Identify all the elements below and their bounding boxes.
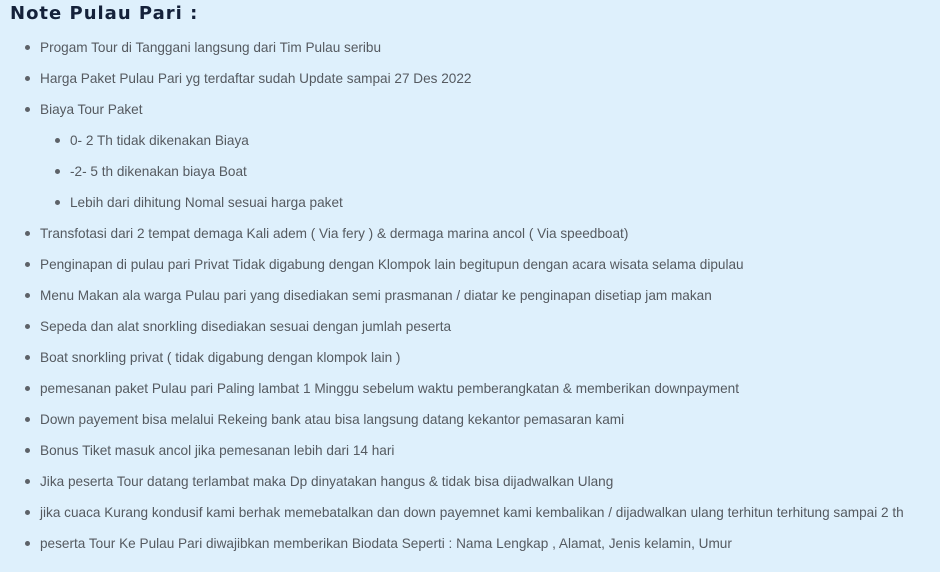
list-item <box>10 249 940 280</box>
list-item <box>10 280 940 311</box>
list-item-text: Transfotasi dari 2 tempat demaga Kali adem ( Via fery ) & dermaga marina ancol ( Via speedboat) <box>40 226 629 241</box>
bullet-icon <box>55 169 60 174</box>
bullet-icon <box>25 107 30 112</box>
bullet-icon <box>55 200 60 205</box>
list-item <box>10 311 940 342</box>
list-item <box>10 435 940 466</box>
note-list <box>10 32 940 559</box>
bullet-icon <box>55 138 60 143</box>
list-item-text: Penginapan di pulau pari Privat Tidak digabung dengan Klompok lain begitupun dengan acara wisata selama dipulau <box>40 257 744 272</box>
bullet-icon <box>25 293 30 298</box>
note-title: Note Pulau Pari : <box>10 3 199 24</box>
list-item-text: Jika peserta Tour datang terlambat maka Dp dinyatakan hangus & tidak bisa dijadwalkan Ulang <box>40 474 614 489</box>
list-item-text: pemesanan paket Pulau pari Paling lambat 1 Minggu sebelum waktu pemberangkatan & memberikan downpayment <box>40 381 739 396</box>
sub-list-item <box>10 125 940 156</box>
list-item <box>10 94 940 125</box>
list-item <box>10 528 940 559</box>
bullet-icon <box>25 448 30 453</box>
list-item <box>10 373 940 404</box>
bullet-icon <box>25 262 30 267</box>
list-item-text: peserta Tour Ke Pulau Pari diwajibkan memberikan Biodata Seperti : Nama Lengkap , Alamat, Jenis kelamin, Umur <box>40 536 732 551</box>
bullet-icon <box>25 324 30 329</box>
list-item-text: Progam Tour di Tanggani langsung dari Tim Pulau seribu <box>40 40 382 55</box>
list-item-text: Sepeda dan alat snorkling disediakan sesuai dengan jumlah peserta <box>40 319 452 334</box>
list-item-text: jika cuaca Kurang kondusif kami berhak memebatalkan dan down payemnet kami kembalikan / dijadwalkan ulang terhitun terhitung sampai 2 th <box>40 505 904 520</box>
list-item <box>10 32 940 63</box>
list-item-text: Lebih dari dihitung Nomal sesuai harga paket <box>70 195 343 210</box>
sub-list-item <box>10 156 940 187</box>
list-item <box>10 342 940 373</box>
bullet-icon <box>25 355 30 360</box>
list-item-text: Biaya Tour Paket <box>40 102 143 117</box>
bullet-icon <box>25 76 30 81</box>
list-item <box>10 466 940 497</box>
bullet-icon <box>25 541 30 546</box>
list-item-text: 0- 2 Th tidak dikenakan Biaya <box>70 133 249 148</box>
list-item-text: Boat snorkling privat ( tidak digabung dengan klompok lain ) <box>40 350 401 365</box>
list-item-text: Bonus Tiket masuk ancol jika pemesanan lebih dari 14 hari <box>40 443 395 458</box>
list-item <box>10 63 940 94</box>
bullet-icon <box>25 479 30 484</box>
bullet-icon <box>25 510 30 515</box>
bullet-icon <box>25 417 30 422</box>
list-item-text: Harga Paket Pulau Pari yg terdaftar sudah Update sampai 27 Des 2022 <box>40 71 472 86</box>
bullet-icon <box>25 386 30 391</box>
list-item-text: Down payement bisa melalui Rekeing bank atau bisa langsung datang kekantor pemasaran kami <box>40 412 625 427</box>
sub-list-item <box>10 187 940 218</box>
list-item-text: Menu Makan ala warga Pulau pari yang disediakan semi prasmanan / diatar ke penginapan disetiap jam makan <box>40 288 712 303</box>
list-item <box>10 404 940 435</box>
list-item <box>10 497 940 528</box>
bullet-icon <box>25 231 30 236</box>
list-item-text: -2- 5 th dikenakan biaya Boat <box>70 164 247 179</box>
list-item <box>10 218 940 249</box>
bullet-icon <box>25 45 30 50</box>
